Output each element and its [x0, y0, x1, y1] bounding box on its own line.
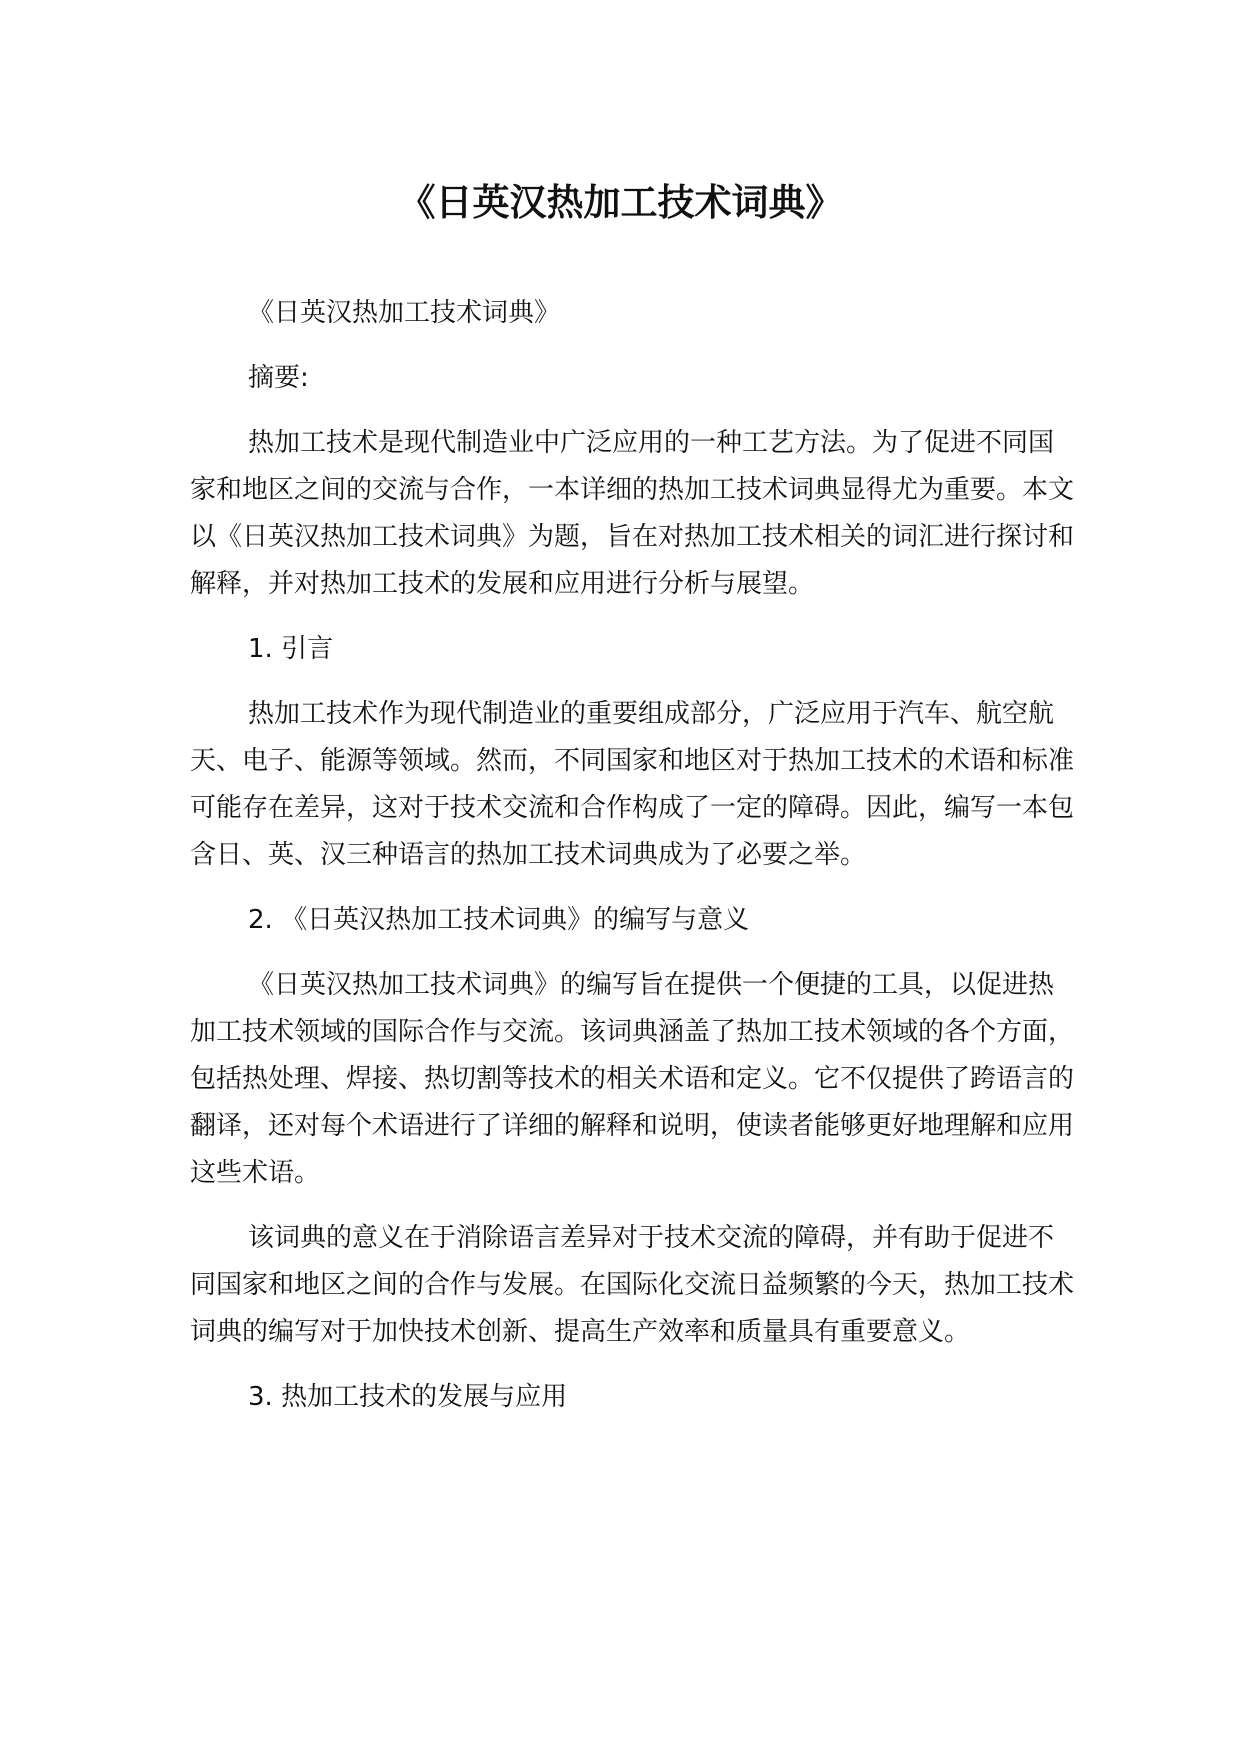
section-heading-development: 3. 热加工技术的发展与应用 — [248, 1382, 568, 1412]
abstract-paragraph: 热加工技术是现代制造业中广泛应用的一种工艺方法。为了促进不同国家和地区之间的交流与合作，一本详细的热加工技术词典显得尤为重要。本文以《日英汉热加工技术词典》为题，旨在对热加工技术相关的词汇进行探讨和解释，并对热加工技术的发展和应用进行分析与展望。 — [190, 428, 1075, 599]
compilation-paragraph: 《日英汉热加工技术词典》的编写旨在提供一个便捷的工具，以促进热加工技术领域的国际合作与交流。该词典涵盖了热加工技术领域的各个方面，包括热处理、焊接、热切割等技术的相关术语和定义。它不仅提供了跨语言的翻译，还对每个术语进行了详细的解释和说明，使读者能够更好地理解和应用这些术语。 — [190, 970, 1075, 1188]
document-title: 《日英汉热加工技术词典》 — [398, 181, 843, 224]
section-heading-introduction: 1. 引言 — [248, 634, 334, 664]
subtitle-paragraph: 《日英汉热加工技术词典》 — [248, 298, 561, 328]
significance-paragraph: 该词典的意义在于消除语言差异对于技术交流的障碍，并有助于促进不同国家和地区之间的合作与发展。在国际化交流日益频繁的今天，热加工技术词典的编写对于加快技术创新、提高生产效率和质量具有重要意义。 — [190, 1223, 1075, 1347]
abstract-heading: 摘要: — [248, 363, 309, 393]
document-body — [190, 290, 1075, 1439]
introduction-paragraph: 热加工技术作为现代制造业的重要组成部分，广泛应用于汽车、航空航天、电子、能源等领域。然而，不同国家和地区对于热加工技术的术语和标准可能存在差异，这对于技术交流和合作构成了一定的障碍。因此，编写一本包含日、英、汉三种语言的热加工技术词典成为了必要之举。 — [190, 699, 1075, 870]
section-heading-compilation: 2. 《日英汉热加工技术词典》的编写与意义 — [248, 905, 750, 935]
